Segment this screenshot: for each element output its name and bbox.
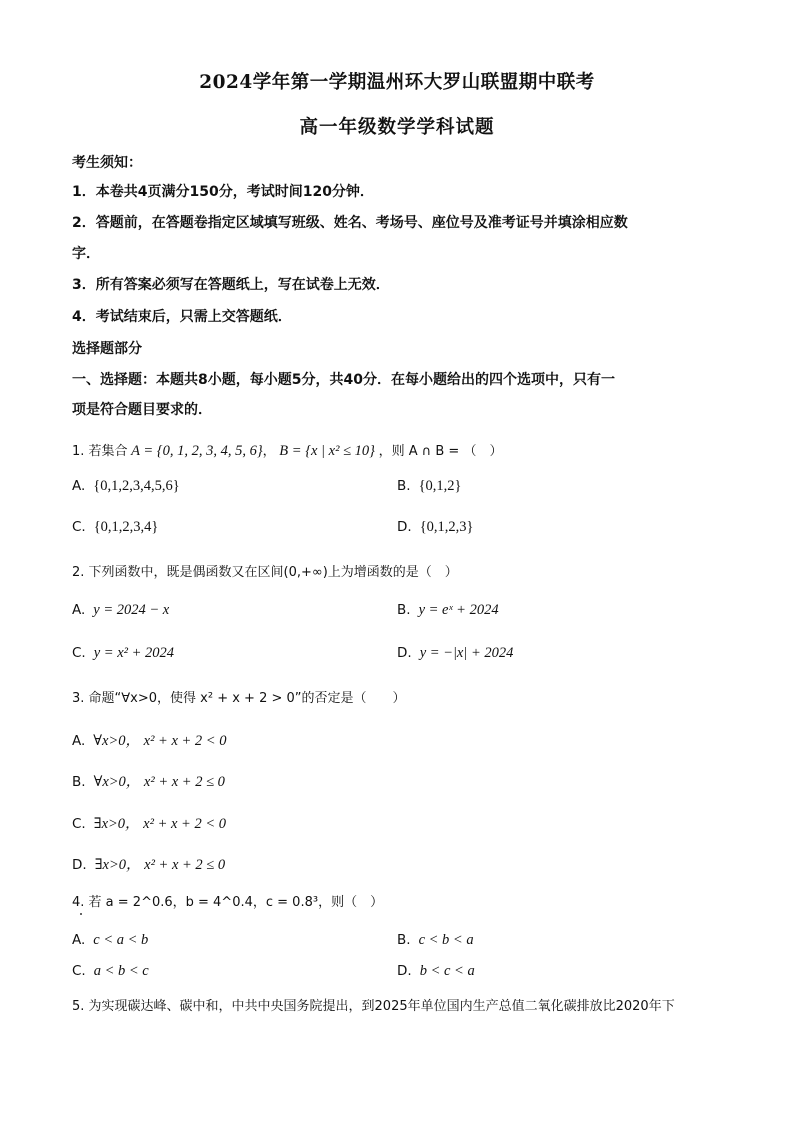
scan-speck bbox=[80, 913, 82, 915]
question-3-stem: 3. 命题“∀x>0，使得 x² + x + 2 > 0”的否定是（ ） bbox=[72, 691, 406, 706]
notice-item: 3．所有答案必须写在答题纸上，写在试卷上无效． bbox=[72, 277, 390, 293]
question-3-option-c: C. ∃x>0， x² + x + 2 < 0 bbox=[72, 816, 227, 832]
set-a: A = {0, 1, 2, 3, 4, 5, 6} bbox=[131, 443, 263, 459]
question-4-option-c: C. a < b < c bbox=[72, 963, 149, 979]
question-2-option-b: B. y = eˣ + 2024 bbox=[397, 602, 499, 618]
exam-title: 2024学年第一学期温州环大罗山联盟期中联考 bbox=[199, 72, 595, 93]
question-2-stem: 2. 下列函数中，既是偶函数又在区间(0,+∞)上为增函数的是（ ） bbox=[72, 565, 458, 580]
question-4-option-d: D. b < c < a bbox=[397, 963, 475, 979]
section-instruction: 项是符合题目要求的． bbox=[72, 402, 212, 418]
section-part-label: 选择题部分 bbox=[72, 341, 142, 357]
question-1-option-d: D. {0,1,2,3} bbox=[397, 519, 474, 535]
question-2-option-c: C. y = x² + 2024 bbox=[72, 645, 175, 661]
question-4-option-a: A. c < a < b bbox=[72, 932, 149, 948]
notice-item: 字． bbox=[72, 246, 100, 262]
question-3-option-b: B. ∀x>0， x² + x + 2 ≤ 0 bbox=[72, 774, 225, 790]
question-1-stem: 1. 若集合 A = {0, 1, 2, 3, 4, 5, 6}， B = {x | x² ≤ 10} ，则 A ∩ B = （ ） bbox=[72, 443, 503, 459]
question-4-stem: 4. 若 a = 2^0.6，b = 4^0.4，c = 0.8³，则（ ） bbox=[72, 895, 384, 910]
question-1-option-c: C. {0,1,2,3,4} bbox=[72, 519, 159, 535]
notice-item: 1．本卷共4页满分150分，考试时间120分钟． bbox=[72, 184, 374, 200]
question-3-option-a: A. ∀x>0， x² + x + 2 < 0 bbox=[72, 733, 227, 749]
question-3-option-d: D. ∃x>0， x² + x + 2 ≤ 0 bbox=[72, 857, 226, 873]
notice-item: 4．考试结束后，只需上交答题纸． bbox=[72, 309, 292, 325]
set-b: B = {x | x² ≤ 10} bbox=[279, 443, 375, 459]
question-4-option-b: B. c < b < a bbox=[397, 932, 474, 948]
notice-item: 2．答题前，在答题卷指定区域填写班级、姓名、考场号、座位号及准考证号并填涂相应数 bbox=[72, 215, 628, 231]
question-2-option-a: A. y = 2024 − x bbox=[72, 602, 170, 618]
question-2-option-d: D. y = −|x| + 2024 bbox=[397, 645, 514, 661]
exam-subtitle: 高一年级数学学科试题 bbox=[299, 117, 495, 138]
question-5-stem: 5. 为实现碳达峰、碳中和，中共中央国务院提出，到2025年单位国内生产总值二氧化碳排放比2020年下 bbox=[72, 999, 675, 1014]
question-1-option-b: B. {0,1,2} bbox=[397, 478, 462, 494]
section-instruction: 一、选择题：本题共8小题，每小题5分，共40分．在每小题给出的四个选项中，只有一 bbox=[72, 372, 615, 388]
notice-heading: 考生须知： bbox=[72, 155, 142, 171]
question-1-option-a: A. {0,1,2,3,4,5,6} bbox=[72, 478, 180, 494]
